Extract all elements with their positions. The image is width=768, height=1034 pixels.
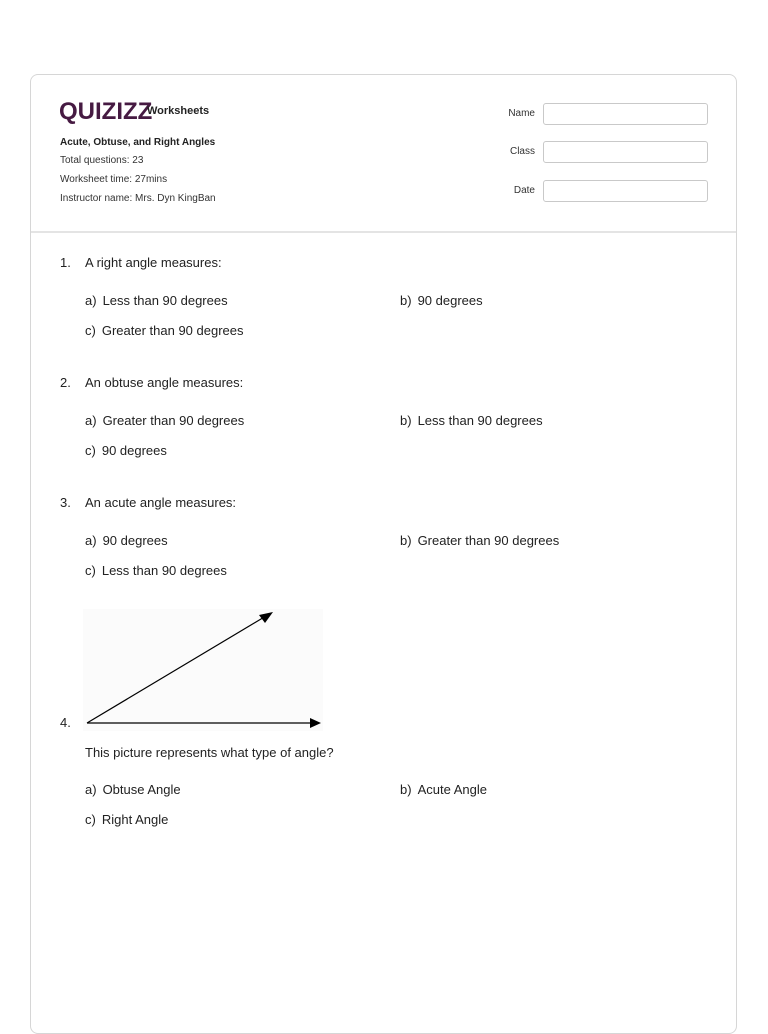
worksheet-time: Worksheet time: 27mins <box>60 174 168 185</box>
question-number: 4. <box>60 715 71 730</box>
date-label: Date <box>513 185 535 196</box>
option-c[interactable] <box>85 323 244 338</box>
option-letter: c) <box>85 812 96 827</box>
option-c[interactable] <box>85 812 168 827</box>
option-letter: b) <box>400 782 412 797</box>
worksheet-card <box>30 74 737 1034</box>
option-letter: b) <box>400 413 412 428</box>
class-field[interactable] <box>543 141 708 163</box>
acute-angle-figure <box>83 609 323 736</box>
name-label: Name <box>508 108 535 119</box>
option-letter: c) <box>85 563 96 578</box>
instructor-name: Instructor name: Mrs. Dyn KingBan <box>60 193 216 204</box>
option-c[interactable] <box>85 443 167 458</box>
option-text: Greater than 90 degrees <box>102 413 245 428</box>
date-field[interactable] <box>543 180 708 202</box>
svg-text:QUIZIZZ: QUIZIZZ <box>59 98 153 125</box>
option-c[interactable] <box>85 563 227 578</box>
option-b[interactable] <box>400 782 487 797</box>
option-text: 90 degrees <box>102 533 168 548</box>
option-text: 90 degrees <box>101 443 167 458</box>
option-text: Greater than 90 degrees <box>101 323 244 338</box>
quizizz-logo <box>59 95 209 125</box>
option-letter: a) <box>85 533 97 548</box>
option-a[interactable] <box>85 413 244 428</box>
option-letter: b) <box>400 533 412 548</box>
option-b[interactable] <box>400 413 543 428</box>
option-text: Less than 90 degrees <box>102 293 228 308</box>
option-letter: c) <box>85 443 96 458</box>
question-number: 2. <box>60 375 71 390</box>
option-b[interactable] <box>400 293 483 308</box>
name-field[interactable] <box>543 103 708 125</box>
angle-diagram-icon <box>83 609 323 731</box>
option-text: Less than 90 degrees <box>101 563 227 578</box>
question-text: A right angle measures: <box>85 255 222 270</box>
option-text: Greater than 90 degrees <box>417 533 560 548</box>
quizizz-logo-icon <box>59 96 153 125</box>
option-text: Obtuse Angle <box>102 782 181 797</box>
class-label: Class <box>509 146 535 157</box>
option-text: Less than 90 degrees <box>417 413 543 428</box>
option-text: Right Angle <box>101 812 169 827</box>
option-a[interactable] <box>85 533 168 548</box>
option-text: 90 degrees <box>417 293 483 308</box>
option-letter: a) <box>85 413 97 428</box>
option-letter: b) <box>400 293 412 308</box>
option-text: Acute Angle <box>417 782 487 797</box>
worksheet-title: Acute, Obtuse, and Right Angles <box>60 137 216 148</box>
option-letter: a) <box>85 293 97 308</box>
question-number: 3. <box>60 495 71 510</box>
option-a[interactable] <box>85 782 181 797</box>
question-text: This picture represents what type of angle? <box>85 745 334 760</box>
question-text: An acute angle measures: <box>85 495 237 510</box>
total-questions: Total questions: 23 <box>60 155 144 166</box>
question-number: 1. <box>60 255 71 270</box>
option-letter: a) <box>85 782 97 797</box>
option-b[interactable] <box>400 533 559 548</box>
option-letter: c) <box>85 323 96 338</box>
option-a[interactable] <box>85 293 228 308</box>
question-text: An obtuse angle measures: <box>85 375 244 390</box>
worksheet-header <box>31 75 736 233</box>
worksheets-label: Worksheets <box>147 105 210 117</box>
